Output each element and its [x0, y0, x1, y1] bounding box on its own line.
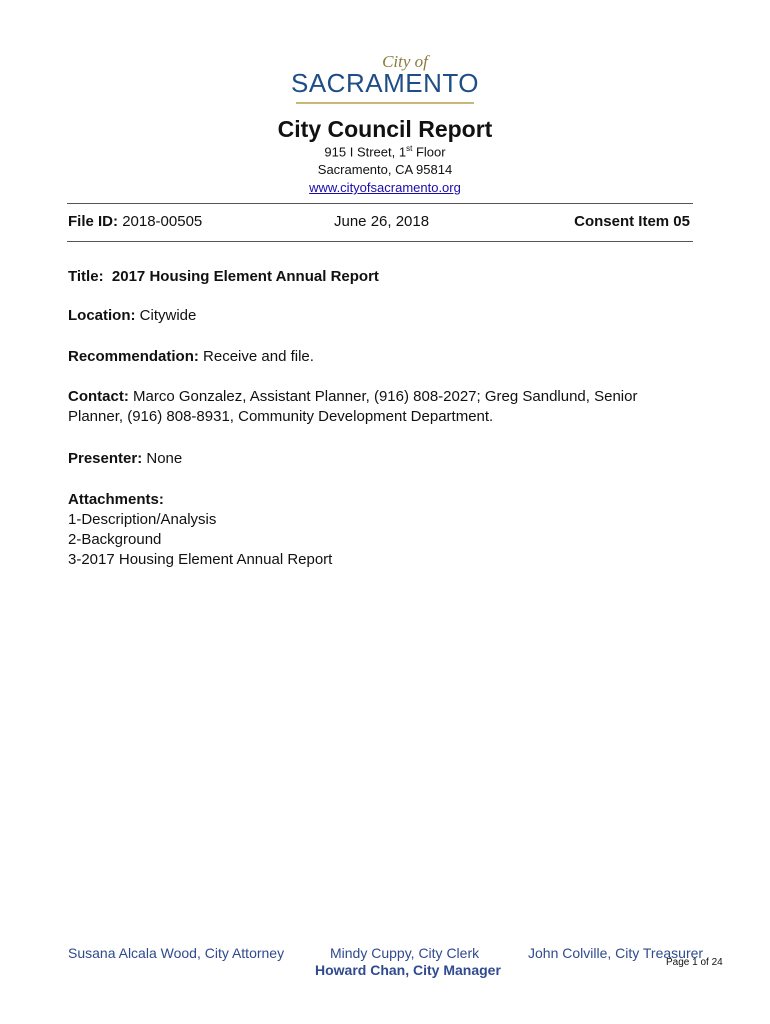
report-title: City Council Report	[277, 116, 493, 142]
footer-clerk: Mindy Cuppy, City Clerk	[330, 945, 480, 961]
presenter-field	[68, 449, 698, 469]
footer-manager: Howard Chan, City Manager	[315, 962, 501, 978]
attachments-label: Attachments:	[68, 491, 164, 508]
file-id-label: File ID:	[68, 213, 119, 230]
attachments-field	[68, 490, 698, 570]
recommendation-label: Recommendation:	[68, 348, 199, 365]
footer-attorney: Susana Alcala Wood, City Attorney	[68, 945, 285, 961]
title-value: 2017 Housing Element Annual Report	[111, 268, 379, 285]
title-field	[68, 267, 698, 287]
divider-bottom	[67, 241, 693, 242]
title-label: Title:	[68, 268, 104, 285]
meeting-date: June 26, 2018	[334, 213, 430, 230]
location-label: Location:	[68, 307, 136, 324]
logo-rule	[296, 102, 474, 104]
address-street: 915 I Street, 1st Floor	[324, 144, 446, 160]
footer-treasurer: John Colville, City Treasurer	[528, 945, 704, 961]
contact-value: Marco Gonzalez, Assistant Planner, (916) 808-2027; Greg Sandlund, Senior Planner, (916) 808-8931, Community Development Department.	[68, 388, 638, 425]
file-id-value: 2018-00505	[122, 213, 203, 230]
recommendation-field	[68, 347, 698, 367]
attachment-item: 1-Description/Analysis	[68, 511, 217, 528]
attachment-item: 2-Background	[68, 531, 162, 548]
location-field	[68, 306, 698, 326]
contact-field	[68, 387, 658, 427]
logo-name: SACRAMENTO	[291, 68, 479, 98]
city-logo	[290, 52, 480, 108]
website-container	[0, 180, 770, 195]
divider-top	[67, 203, 693, 204]
page-number: Page 1 of 24	[666, 957, 723, 968]
presenter-value: None	[146, 450, 183, 467]
file-id	[68, 213, 202, 230]
location-value: Citywide	[139, 307, 197, 324]
consent-item: Consent Item 05	[574, 213, 690, 230]
logo-city-of: City of	[382, 52, 428, 71]
attachment-item: 3-2017 Housing Element Annual Report	[68, 551, 333, 568]
website-link[interactable]: www.cityofsacramento.org	[309, 180, 461, 195]
presenter-label: Presenter:	[68, 450, 143, 467]
address-city: Sacramento, CA 95814	[317, 162, 453, 177]
contact-label: Contact:	[68, 388, 129, 405]
recommendation-value: Receive and file.	[203, 348, 314, 365]
